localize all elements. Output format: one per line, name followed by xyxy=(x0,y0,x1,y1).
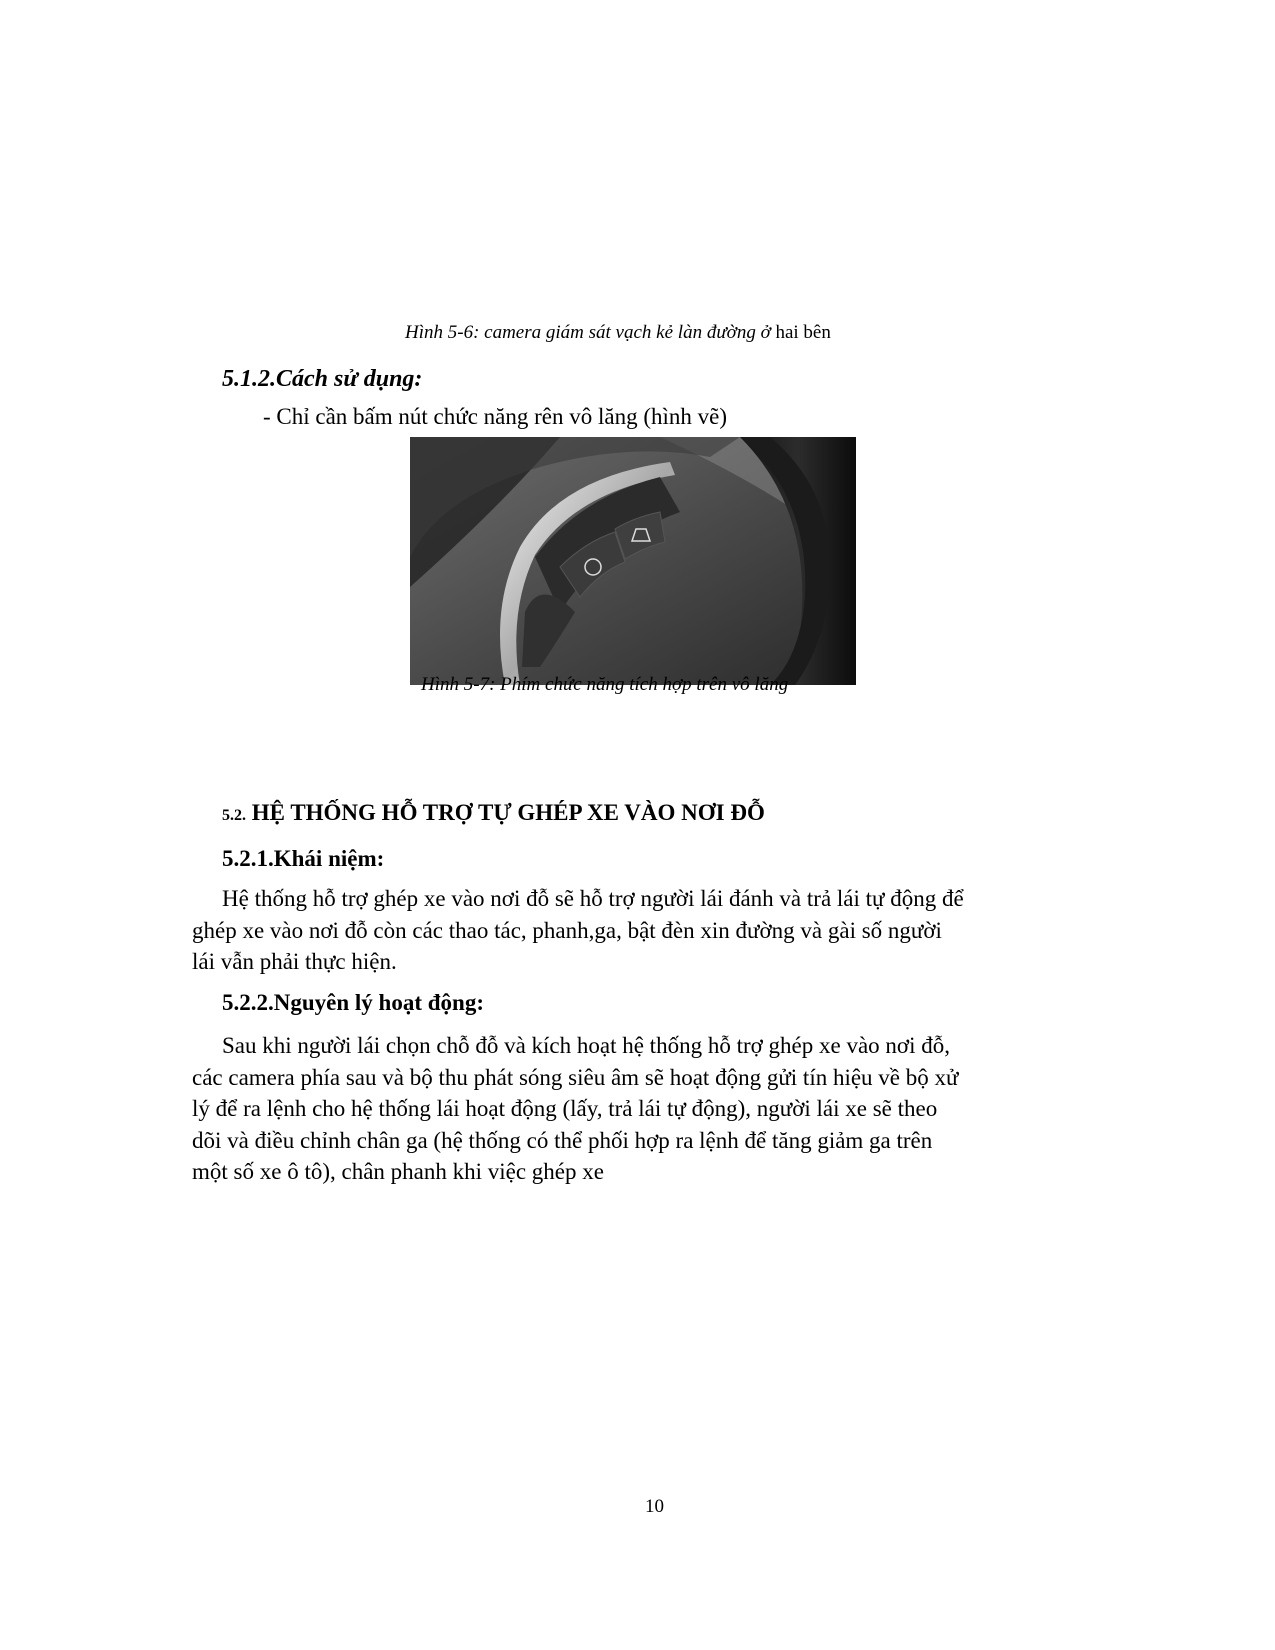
figure-5-7-caption: Hình 5-7: Phím chức năng tích hợp trên vô lăng xyxy=(421,674,789,695)
body-line: lý để ra lệnh cho hệ thống lái hoạt động (lấy, trả lái tự động), người lái xe sẽ theo xyxy=(192,1096,938,1121)
steering-wheel-illustration xyxy=(410,437,856,685)
section-5-2-2-body xyxy=(192,1030,1122,1188)
page-number: 10 xyxy=(645,1496,664,1517)
section-5-2-1-body xyxy=(192,883,1122,978)
figure-5-6-caption-plain: hai bên xyxy=(770,322,831,343)
section-5-2-2-heading: 5.2.2.Nguyên lý hoạt động: xyxy=(222,990,484,1015)
section-5-2-number: 5.2. xyxy=(222,807,246,824)
body-line: Sau khi người lái chọn chỗ đỗ và kích hoạt hệ thống hỗ trợ ghép xe vào nơi đỗ, xyxy=(222,1033,950,1058)
steering-wheel-photo xyxy=(410,437,856,685)
body-line: Hệ thống hỗ trợ ghép xe vào nơi đỗ sẽ hỗ trợ người lái đánh và trả lái tự động để xyxy=(222,886,964,911)
body-line: ghép xe vào nơi đỗ còn các thao tác, phanh,ga, bật đèn xin đường và gài số người xyxy=(192,917,942,943)
section-5-2-title: HỆ THỐNG HỖ TRỢ TỰ GHÉP XE VÀO NƠI ĐỖ xyxy=(246,800,765,825)
body-line: các camera phía sau và bộ thu phát sóng siêu âm sẽ hoạt động gửi tín hiệu về bộ xử xyxy=(192,1064,959,1090)
figure-5-6-caption-italic: Hình 5-6: camera giám sát vạch kẻ làn đường ở xyxy=(405,322,771,343)
body-line: một số xe ô tô), chân phanh khi việc ghép xe xyxy=(192,1159,604,1184)
section-5-1-2-heading: 5.1.2.Cách sử dụng: xyxy=(222,366,423,392)
figure-5-6-caption xyxy=(405,322,831,344)
body-line: dõi và điều chỉnh chân ga (hệ thống có thể phối hợp ra lệnh để tăng giảm ga trên xyxy=(192,1127,933,1153)
section-5-1-2-bullet: - Chỉ cần bấm nút chức năng rên vô lăng (hình vẽ) xyxy=(263,404,728,429)
section-5-2-1-heading: 5.2.1.Khái niệm: xyxy=(222,846,385,871)
body-line: lái vẫn phải thực hiện. xyxy=(192,949,397,974)
section-5-2-heading xyxy=(222,800,765,826)
